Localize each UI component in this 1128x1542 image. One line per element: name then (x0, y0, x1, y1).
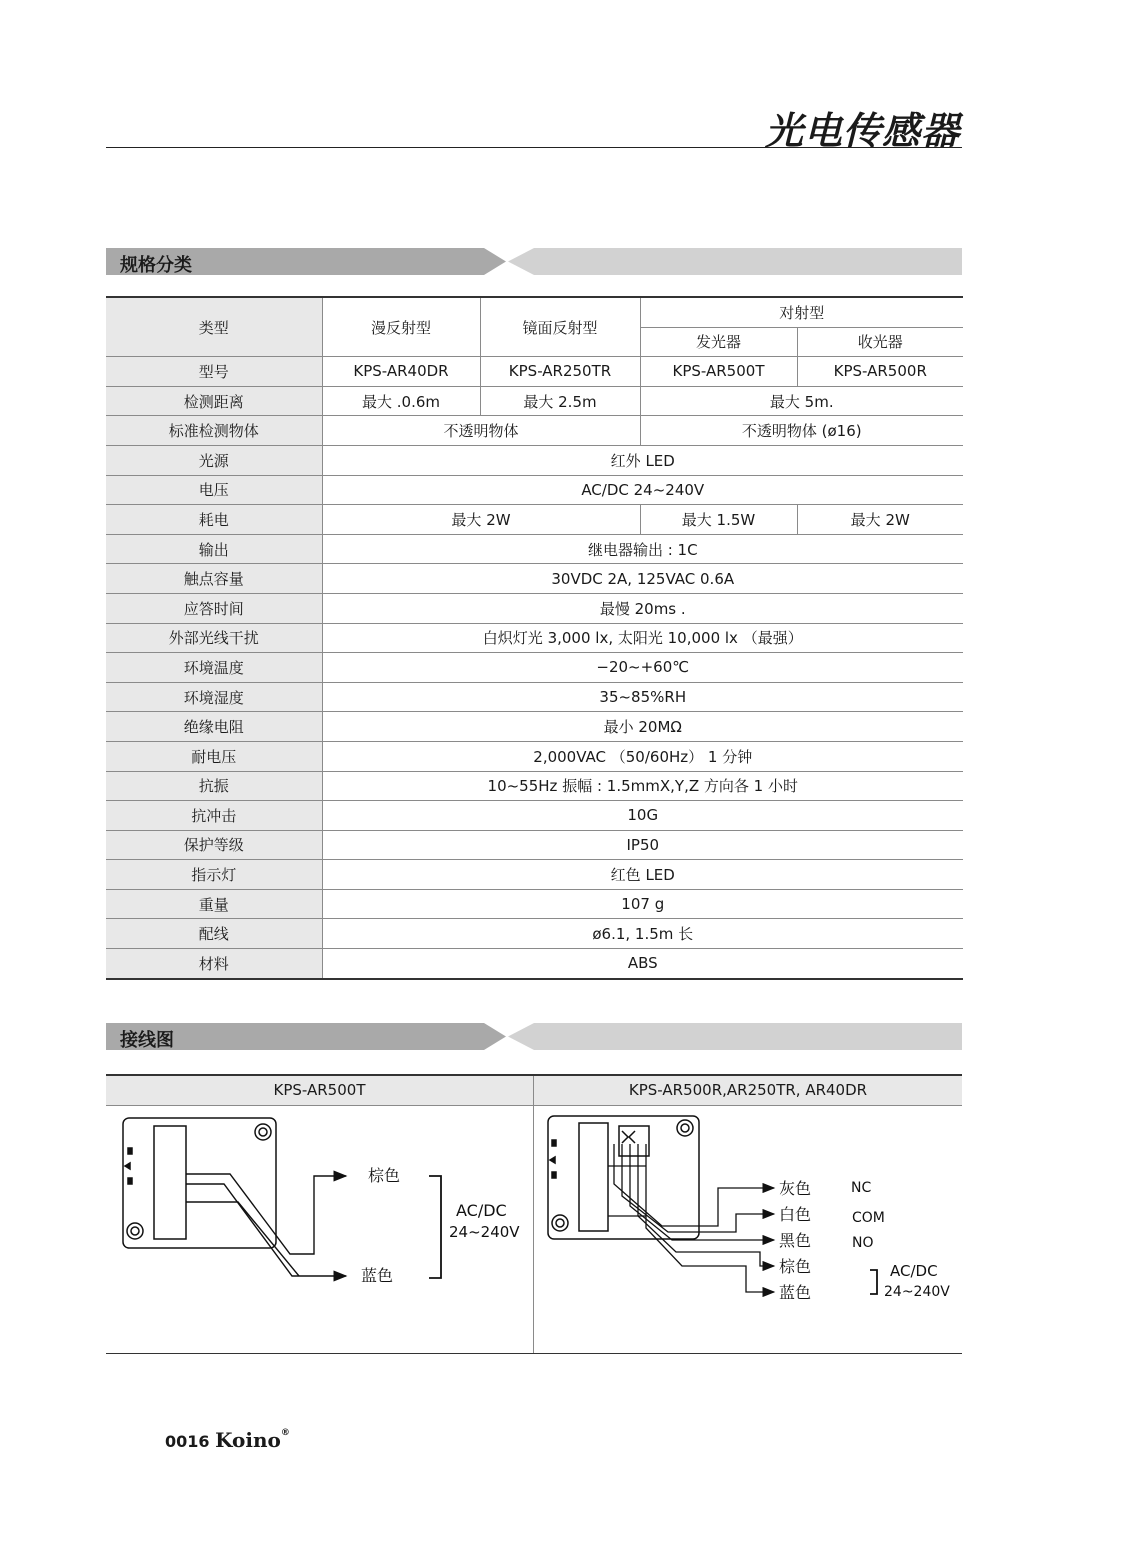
wire-gray-label: 灰色 (779, 1179, 812, 1198)
row-label: 应答时间 (106, 593, 322, 623)
cell: KPS-AR500T (640, 357, 797, 387)
supply-voltage-line2: 24~240V (884, 1284, 950, 1300)
table-row (106, 919, 963, 949)
col-mirror: 镜面反射型 (480, 297, 640, 357)
cell: 最大 5m. (640, 386, 963, 416)
table-row (106, 357, 963, 387)
supply-voltage-line1: AC/DC (456, 1201, 507, 1220)
table-row (106, 564, 963, 594)
row-label: 耗电 (106, 505, 322, 535)
row-label: 保护等级 (106, 830, 322, 860)
table-row (106, 682, 963, 712)
table-row (106, 475, 963, 505)
row-label: 配线 (106, 919, 322, 949)
cell: 10G (322, 801, 963, 831)
contact-com-label: COM (852, 1210, 885, 1226)
col-through-beam: 对射型 (640, 297, 963, 327)
row-label: 标准检测物体 (106, 416, 322, 446)
receiver-wiring-diagram (534, 1106, 962, 1351)
cell: KPS-AR500R (797, 357, 963, 387)
page-title: 光电传感器 (764, 109, 960, 153)
page-number: 0016 (165, 1432, 210, 1451)
cell: 最慢 20ms . (322, 593, 963, 623)
section-bar-graphic (106, 248, 962, 275)
spec-table (106, 296, 963, 980)
cell: ABS (322, 949, 963, 979)
col-diffuse: 漫反射型 (322, 297, 480, 357)
cell: 最小 20MΩ (322, 712, 963, 742)
table-row (106, 386, 963, 416)
cell: 最大 2.5m (480, 386, 640, 416)
contact-no-label: NO (852, 1235, 874, 1251)
table-row (106, 830, 963, 860)
table-row (106, 712, 963, 742)
supply-bracket (870, 1270, 877, 1294)
emitter-wiring-diagram (106, 1106, 533, 1351)
cell: 最大 2W (797, 505, 963, 535)
row-label: 输出 (106, 534, 322, 564)
supply-bracket (429, 1176, 441, 1278)
cell: 最大 .0.6m (322, 386, 480, 416)
wiring-section-header (106, 1023, 962, 1050)
section-bar-graphic (106, 1023, 962, 1050)
spec-section-title: 规格分类 (120, 255, 192, 276)
cell: 白炽灯光 3,000 lx, 太阳光 10,000 lx （最强） (322, 623, 963, 653)
col-emitter: 发光器 (640, 327, 797, 357)
table-row (106, 860, 963, 890)
cell: 不透明物体 (ø16) (640, 416, 963, 446)
table-row (106, 445, 963, 475)
wire-paths (186, 1174, 346, 1276)
wire-blue-label: 蓝色 (361, 1266, 394, 1285)
cell: 最大 1.5W (640, 505, 797, 535)
registered-mark: ® (280, 1428, 290, 1438)
cell: KPS-AR40DR (322, 357, 480, 387)
row-label: 触点容量 (106, 564, 322, 594)
table-row (106, 741, 963, 771)
table-row (106, 505, 963, 535)
cell: 30VDC 2A, 125VAC 0.6A (322, 564, 963, 594)
row-label: 绝缘电阻 (106, 712, 322, 742)
spec-section-header (106, 248, 962, 275)
table-row (106, 653, 963, 683)
title-divider (106, 147, 962, 148)
brand-logo: Koino (215, 1428, 281, 1452)
wire-black-label: 黑色 (779, 1231, 812, 1250)
wire-blue-label: 蓝色 (779, 1283, 812, 1302)
cell: 最大 2W (322, 505, 640, 535)
row-label: 型号 (106, 357, 322, 387)
table-row (106, 534, 963, 564)
contact-nc-label: NC (851, 1180, 872, 1196)
cell: 2,000VAC （50/60Hz） 1 分钟 (322, 741, 963, 771)
cell: 10~55Hz 振幅 : 1.5mmX,Y,Z 方向各 1 小时 (322, 771, 963, 801)
col-receiver: 收光器 (797, 327, 963, 357)
cell: IP50 (322, 830, 963, 860)
cell: 红色 LED (322, 860, 963, 890)
sensor-body (548, 1116, 699, 1239)
row-label: 检测距离 (106, 386, 322, 416)
table-row (106, 623, 963, 653)
supply-voltage-line2: 24~240V (449, 1223, 520, 1241)
table-row (106, 593, 963, 623)
row-label: 耐电压 (106, 741, 322, 771)
row-label: 材料 (106, 949, 322, 979)
row-label: 环境温度 (106, 653, 322, 683)
wiring-right-title: KPS-AR500R,AR250TR, AR40DR (534, 1076, 962, 1106)
cell: AC/DC 24~240V (322, 475, 963, 505)
wire-brown-label: 棕色 (779, 1257, 812, 1276)
row-label: 光源 (106, 445, 322, 475)
cell: 红外 LED (322, 445, 963, 475)
cell: 不透明物体 (322, 416, 640, 446)
supply-voltage-line1: AC/DC (890, 1262, 938, 1280)
row-label: 环境湿度 (106, 682, 322, 712)
sensor-body (123, 1118, 276, 1248)
table-row (106, 801, 963, 831)
table-row (106, 949, 963, 979)
wire-paths (608, 1144, 774, 1292)
row-label: 指示灯 (106, 860, 322, 890)
cell: −20~+60℃ (322, 653, 963, 683)
table-row (106, 771, 963, 801)
cell: ø6.1, 1.5m 长 (322, 919, 963, 949)
row-label: 抗振 (106, 771, 322, 801)
row-label: 外部光线干扰 (106, 623, 322, 653)
wire-white-label: 白色 (779, 1205, 812, 1224)
type-label: 类型 (106, 297, 322, 357)
cell: 35~85%RH (322, 682, 963, 712)
cell: 继电器输出 : 1C (322, 534, 963, 564)
wiring-section-title: 接线图 (120, 1030, 174, 1051)
row-label: 抗冲击 (106, 801, 322, 831)
footer (165, 1428, 290, 1452)
wiring-left-title: KPS-AR500T (106, 1076, 533, 1106)
wire-brown-label: 棕色 (368, 1166, 401, 1185)
row-label: 重量 (106, 889, 322, 919)
table-row (106, 416, 963, 446)
row-label: 电压 (106, 475, 322, 505)
cell: 107 g (322, 889, 963, 919)
table-row (106, 889, 963, 919)
cell: KPS-AR250TR (480, 357, 640, 387)
wiring-diagram-panel (106, 1074, 962, 1354)
